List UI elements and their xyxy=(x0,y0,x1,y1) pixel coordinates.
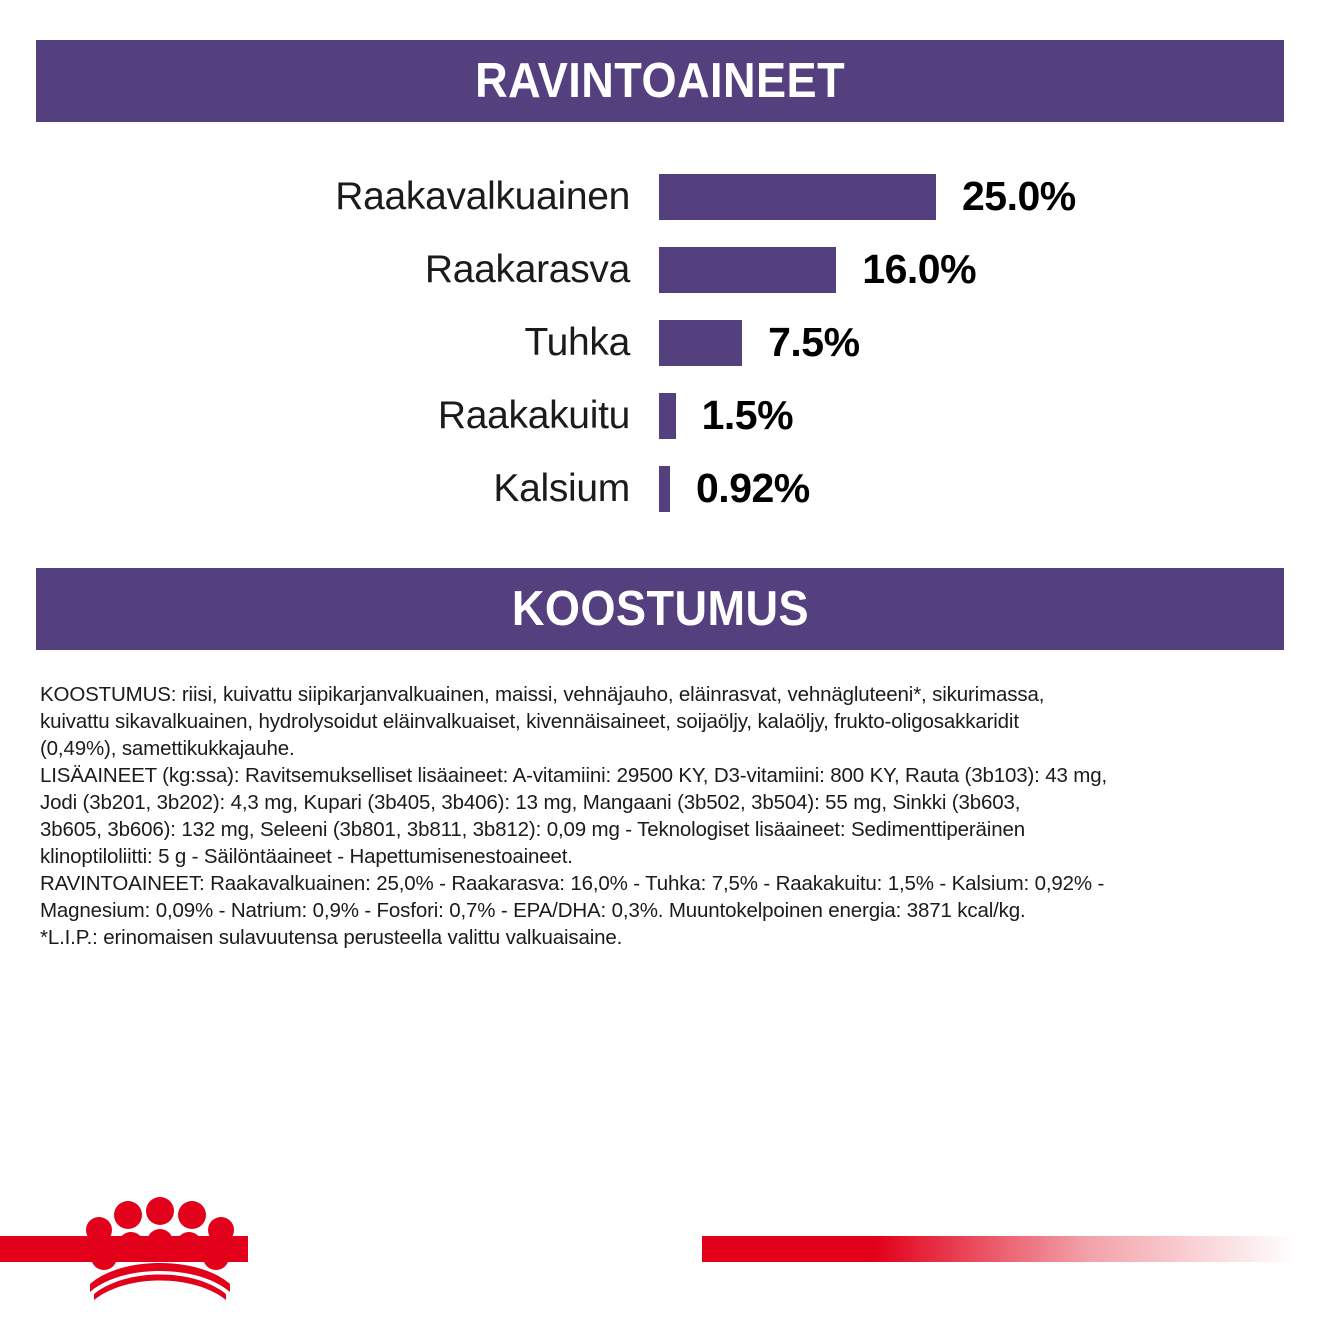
nutrient-bar-group xyxy=(659,466,810,512)
nutrient-bar xyxy=(659,247,836,293)
nutrient-bar-group xyxy=(659,247,976,293)
nutrient-value: 16.0% xyxy=(862,246,977,292)
nutrient-value: 1.5% xyxy=(701,392,794,438)
nutrient-label: Raakavalkuainen xyxy=(335,175,630,218)
nutrient-row xyxy=(0,233,1320,306)
nutrient-row xyxy=(0,379,1320,452)
nutrient-row xyxy=(0,306,1320,379)
nutrients-section-header xyxy=(36,40,1284,122)
composition-section-header xyxy=(36,568,1284,650)
composition-line: klinoptiloliitti: 5 g - Säilöntäaineet - Hapettumisenestoaineet. xyxy=(40,845,573,868)
footer-rule-right xyxy=(702,1236,1320,1262)
composition-line: Jodi (3b201, 3b202): 4,3 mg, Kupari (3b405, 3b406): 13 mg, Mangaani (3b502, 3b504): 55 mg, Sinkki (3b603, xyxy=(40,791,1021,814)
nutrient-bar xyxy=(659,174,936,220)
nutrients-section-title: RAVINTOAINEET xyxy=(474,53,845,108)
royal-canin-crown-logo xyxy=(82,1194,238,1302)
composition-line: *L.I.P.: erinomaisen sulavuutensa perusteella valittu valkuaisaine. xyxy=(40,926,623,949)
composition-line: (0,49%), samettikukkajauhe. xyxy=(40,737,295,760)
nutrient-label: Raakarasva xyxy=(424,248,630,291)
composition-line: Magnesium: 0,09% - Natrium: 0,9% - Fosfori: 0,7% - EPA/DHA: 0,3%. Muuntokelpoinen energia: 3871 kcal/kg. xyxy=(40,899,1026,922)
nutrient-label: Kalsium xyxy=(493,467,630,510)
nutrient-row xyxy=(0,160,1320,233)
nutrient-label: Raakakuitu xyxy=(437,394,630,437)
nutrients-bar-chart xyxy=(0,160,1320,540)
composition-line: KOOSTUMUS: riisi, kuivattu siipikarjanvalkuainen, maissi, vehnäjauho, eläinrasvat, vehnägluteeni*, sikurimassa, xyxy=(40,683,1045,706)
nutrient-bar-group xyxy=(659,320,860,366)
composition-line: kuivattu sikavalkuainen, hydrolysoidut eläinvalkuaiset, kivennäisaineet, soijaöljy, kalaöljy, frukto-oligosakkaridit xyxy=(40,710,1019,733)
nutrient-value: 25.0% xyxy=(962,173,1076,219)
nutrient-value: 0.92% xyxy=(696,465,810,511)
nutrient-bar-group xyxy=(659,393,793,439)
nutrient-row xyxy=(0,452,1320,525)
composition-line: 3b605, 3b606): 132 mg, Seleeni (3b801, 3b811, 3b812): 0,09 mg - Teknologiset lisäaineet: Sedimenttiperäinen xyxy=(40,818,1025,841)
nutrient-bar xyxy=(659,320,742,366)
nutrient-bar-group xyxy=(659,174,1076,220)
nutrient-bar xyxy=(659,466,670,512)
nutrient-bar xyxy=(659,393,676,439)
composition-text-block xyxy=(40,681,1255,951)
composition-line: LISÄAINEET (kg:ssa): Ravitsemukselliset lisäaineet: A-vitamiini: 29500 KY, D3-vitamiini: 800 KY, Rauta (3b103): 43 mg, xyxy=(40,764,1108,787)
nutrient-label: Tuhka xyxy=(524,321,630,364)
composition-line: RAVINTOAINEET: Raakavalkuainen: 25,0% - Raakarasva: 16,0% - Tuhka: 7,5% - Raakakuitu: 1,5% - Kalsium: 0,92% - xyxy=(40,872,1105,895)
footer-brand-bar xyxy=(0,1190,1320,1320)
composition-section-title: KOOSTUMUS xyxy=(511,581,809,636)
nutrient-value: 7.5% xyxy=(768,319,860,365)
